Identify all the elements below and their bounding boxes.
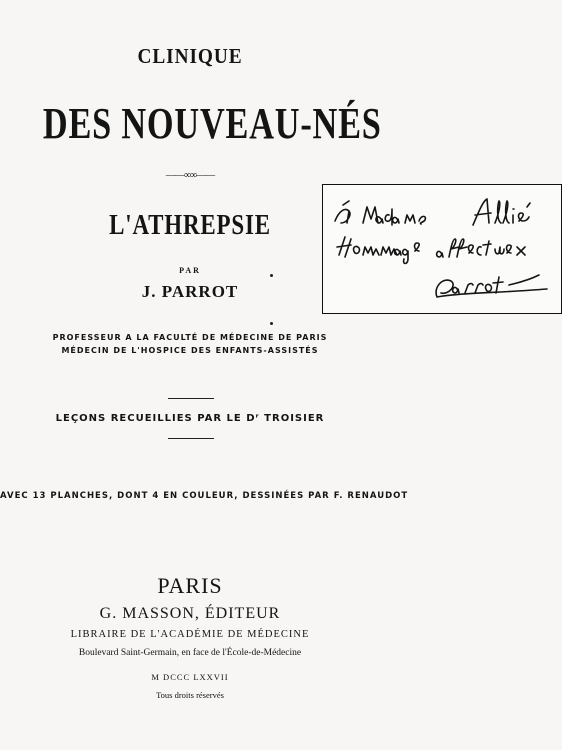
publisher-name: G. MASSON, ÉDITEUR (99, 605, 281, 622)
lessons-credit: LEÇONS RECUEILLIES PAR LE Dʳ TROISIER (55, 413, 325, 424)
handwritten-inscription (322, 184, 562, 314)
publisher-description: LIBRAIRE DE L'ACADÉMIE DE MÉDECINE (70, 629, 310, 640)
affiliation-line-2: MÉDECIN DE L'HOSPICE DES ENFANTS-ASSISTÉS (61, 346, 319, 355)
divider-rule (168, 398, 214, 399)
title-top: CLINIQUE (137, 44, 243, 68)
publication-year: M DCCC LXXVII (151, 672, 229, 682)
handwritten-inscription-drawing (323, 185, 561, 313)
par-label: PAR (179, 266, 201, 275)
ornament-divider: ——∞∞—— (165, 170, 215, 181)
publication-city: PARIS (157, 573, 223, 598)
divider-rule (168, 438, 214, 439)
publisher-address: Boulevard Saint-Germain, en face de l'École-de-Médecine (78, 648, 302, 658)
author-name: J. PARROT (141, 282, 239, 301)
affiliation-line-1: PROFESSEUR A LA FACULTÉ DE MÉDECINE DE PARIS (52, 333, 328, 342)
rights-notice: Tous droits réservés (156, 690, 224, 700)
title-main: DES NOUVEAU-NÉS (42, 99, 382, 148)
subtitle: L'ATHREPSIE (109, 210, 271, 241)
plates-note: AVEC 13 PLANCHES, DONT 4 EN COULEUR, DESSINÉES PAR F. RENAUDOT (0, 491, 409, 501)
ornament-dot (270, 322, 273, 325)
